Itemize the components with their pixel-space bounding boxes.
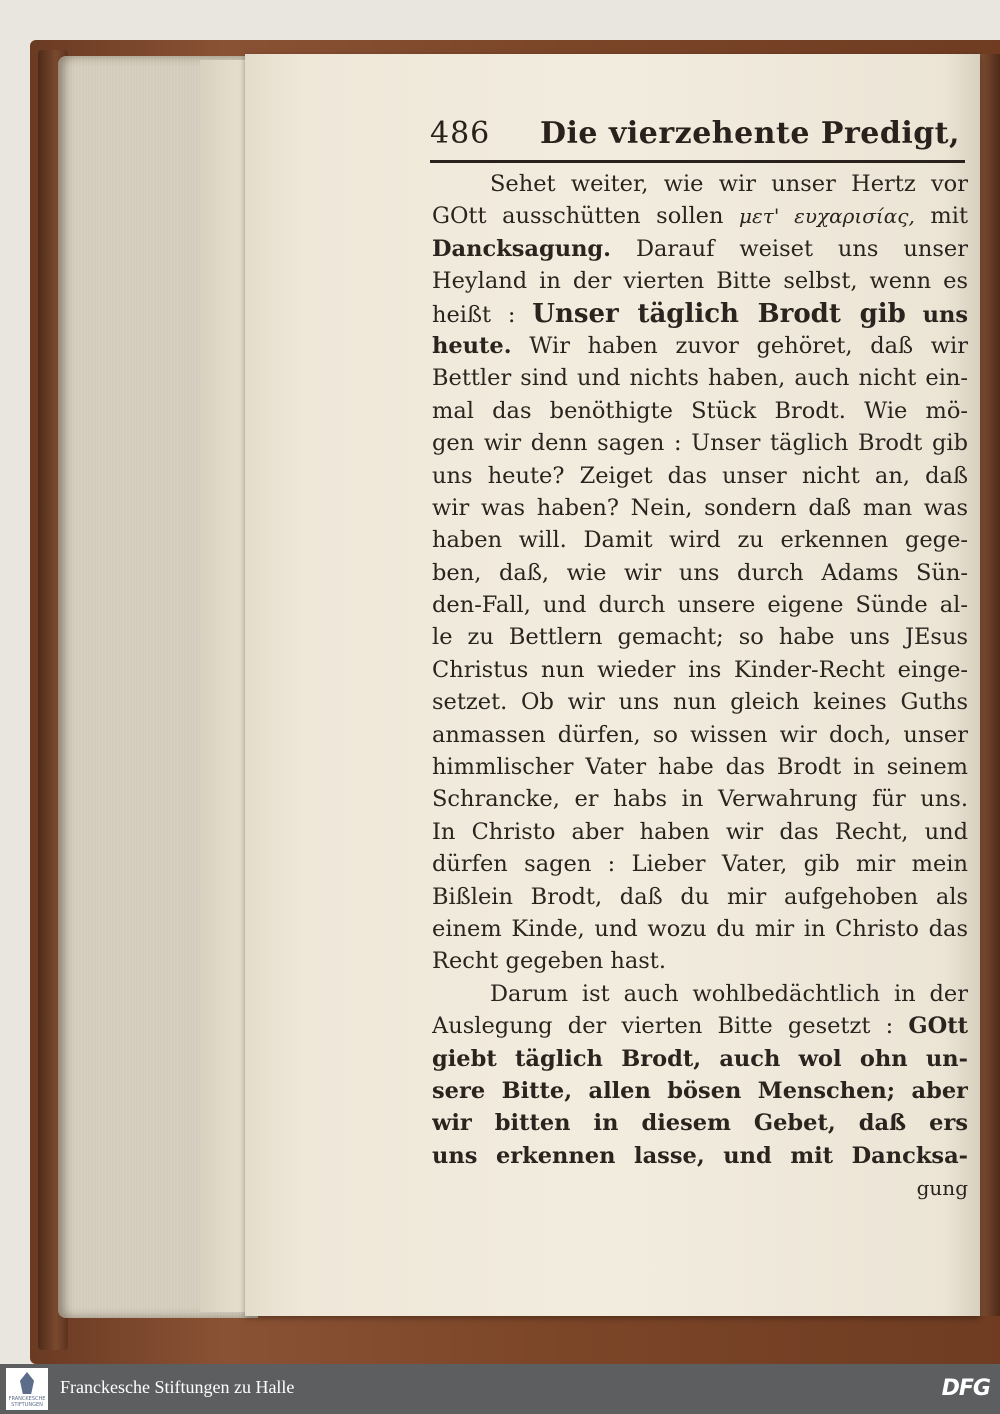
catechism-line: giebt täglich Brodt, auch wol ohn un- [432, 1045, 968, 1072]
text-line: le zu Bettlern gemacht; so habe uns JEsus [432, 624, 968, 651]
page-edges-inner [200, 60, 248, 1312]
text-segment: Auslegung der vierten Bitte gesetzt : [432, 1013, 894, 1040]
text-line: Bißlein Brodt, daß du mir aufgehoben als [432, 883, 968, 910]
text-line: anmassen dürfen, so wissen wir doch, unser [432, 721, 968, 748]
text-segment: heißt : [432, 301, 516, 328]
text-line: den-Fall, und durch unsere eigene Sünde al- [432, 592, 968, 619]
text-line: einem Kinde, und wozu du mir in Christo das [432, 915, 968, 942]
text-line [432, 1010, 968, 1042]
catechism-quote: GOtt [908, 1013, 968, 1040]
text-segment: Darauf weiset uns unser [635, 235, 968, 262]
text-line: Bettler sind und nichts haben, auch nicht ein- [432, 365, 968, 392]
catechism-line: wir bitten in diesem Gebet, daß ers [432, 1110, 968, 1137]
sermon-text [432, 168, 968, 1205]
text-segment: GOtt ausschütten sollen [432, 203, 724, 230]
text-line [432, 200, 968, 232]
text-line: himmlischer Vater habe das Brodt in seinem [432, 754, 968, 781]
text-line: gen wir denn sagen : Unser täglich Brodt gib [432, 430, 968, 457]
catechism-line: uns erkennen lasse, und mit Dancksa- [432, 1142, 968, 1169]
text-line: Recht gegeben hast. [432, 948, 666, 975]
viewer-footer [0, 1364, 1000, 1414]
institution-name[interactable]: Franckesche Stiftungen zu Halle [60, 1377, 295, 1397]
text-segment: Wir haben zuvor gehöret, daß wir [529, 332, 968, 359]
catchword: gung [916, 1176, 968, 1201]
page-number: 486 [430, 116, 491, 151]
institution-logo[interactable] [6, 1368, 48, 1410]
text-line: setzet. Ob wir uns nun gleich keines Guths [432, 689, 968, 716]
text-segment: mit [930, 203, 968, 230]
text-line: uns heute? Zeiget das unser nicht an, daß [432, 462, 968, 489]
text-line: In Christo aber haben wir das Recht, und [432, 818, 968, 845]
lords-prayer-quote: Unser täglich Brodt gib [532, 298, 906, 329]
text-line: Christus nun wieder ins Kinder-Recht einge- [432, 656, 968, 683]
text-line [432, 233, 968, 265]
text-line [432, 330, 968, 362]
text-line: wir was haben? Nein, sondern daß man was [432, 494, 968, 521]
text-line: Schrancke, er habs in Verwahrung für uns. [432, 786, 968, 813]
text-line: Sehet weiter, wie wir unser Hertz vor [490, 171, 968, 197]
dfg-logo[interactable]: DFG [941, 1376, 990, 1401]
page-header [430, 112, 965, 163]
text-line: mal das benöthigte Stück Brodt. Wie mö- [432, 397, 968, 424]
text-line: Heyland in der vierten Bitte selbst, wenn es [432, 268, 968, 295]
catechism-line: sere Bitte, allen bösen Menschen; aber [432, 1077, 968, 1104]
greek-phrase: μετ' ευχαρισίας, [739, 204, 915, 229]
text-line: haben will. Damit wird zu erkennen gege- [432, 527, 968, 554]
logo-text: FRANCKESCHE STIFTUNGEN [8, 1396, 46, 1408]
running-head: Die vierzehente Predigt, [540, 116, 960, 151]
text-line: ben, daß, wie wir uns durch Adams Sün- [432, 559, 968, 586]
text-line [432, 298, 968, 330]
emphasized-word: Dancksagung. [432, 235, 612, 262]
text-line: dürfen sagen : Lieber Vater, gib mir mein [432, 851, 968, 878]
text-segment: uns [922, 301, 968, 328]
text-line: Darum ist auch wohlbedächtlich in der [490, 980, 968, 1007]
text-segment: heute. [432, 332, 512, 359]
institution-emblem-icon [20, 1372, 34, 1394]
